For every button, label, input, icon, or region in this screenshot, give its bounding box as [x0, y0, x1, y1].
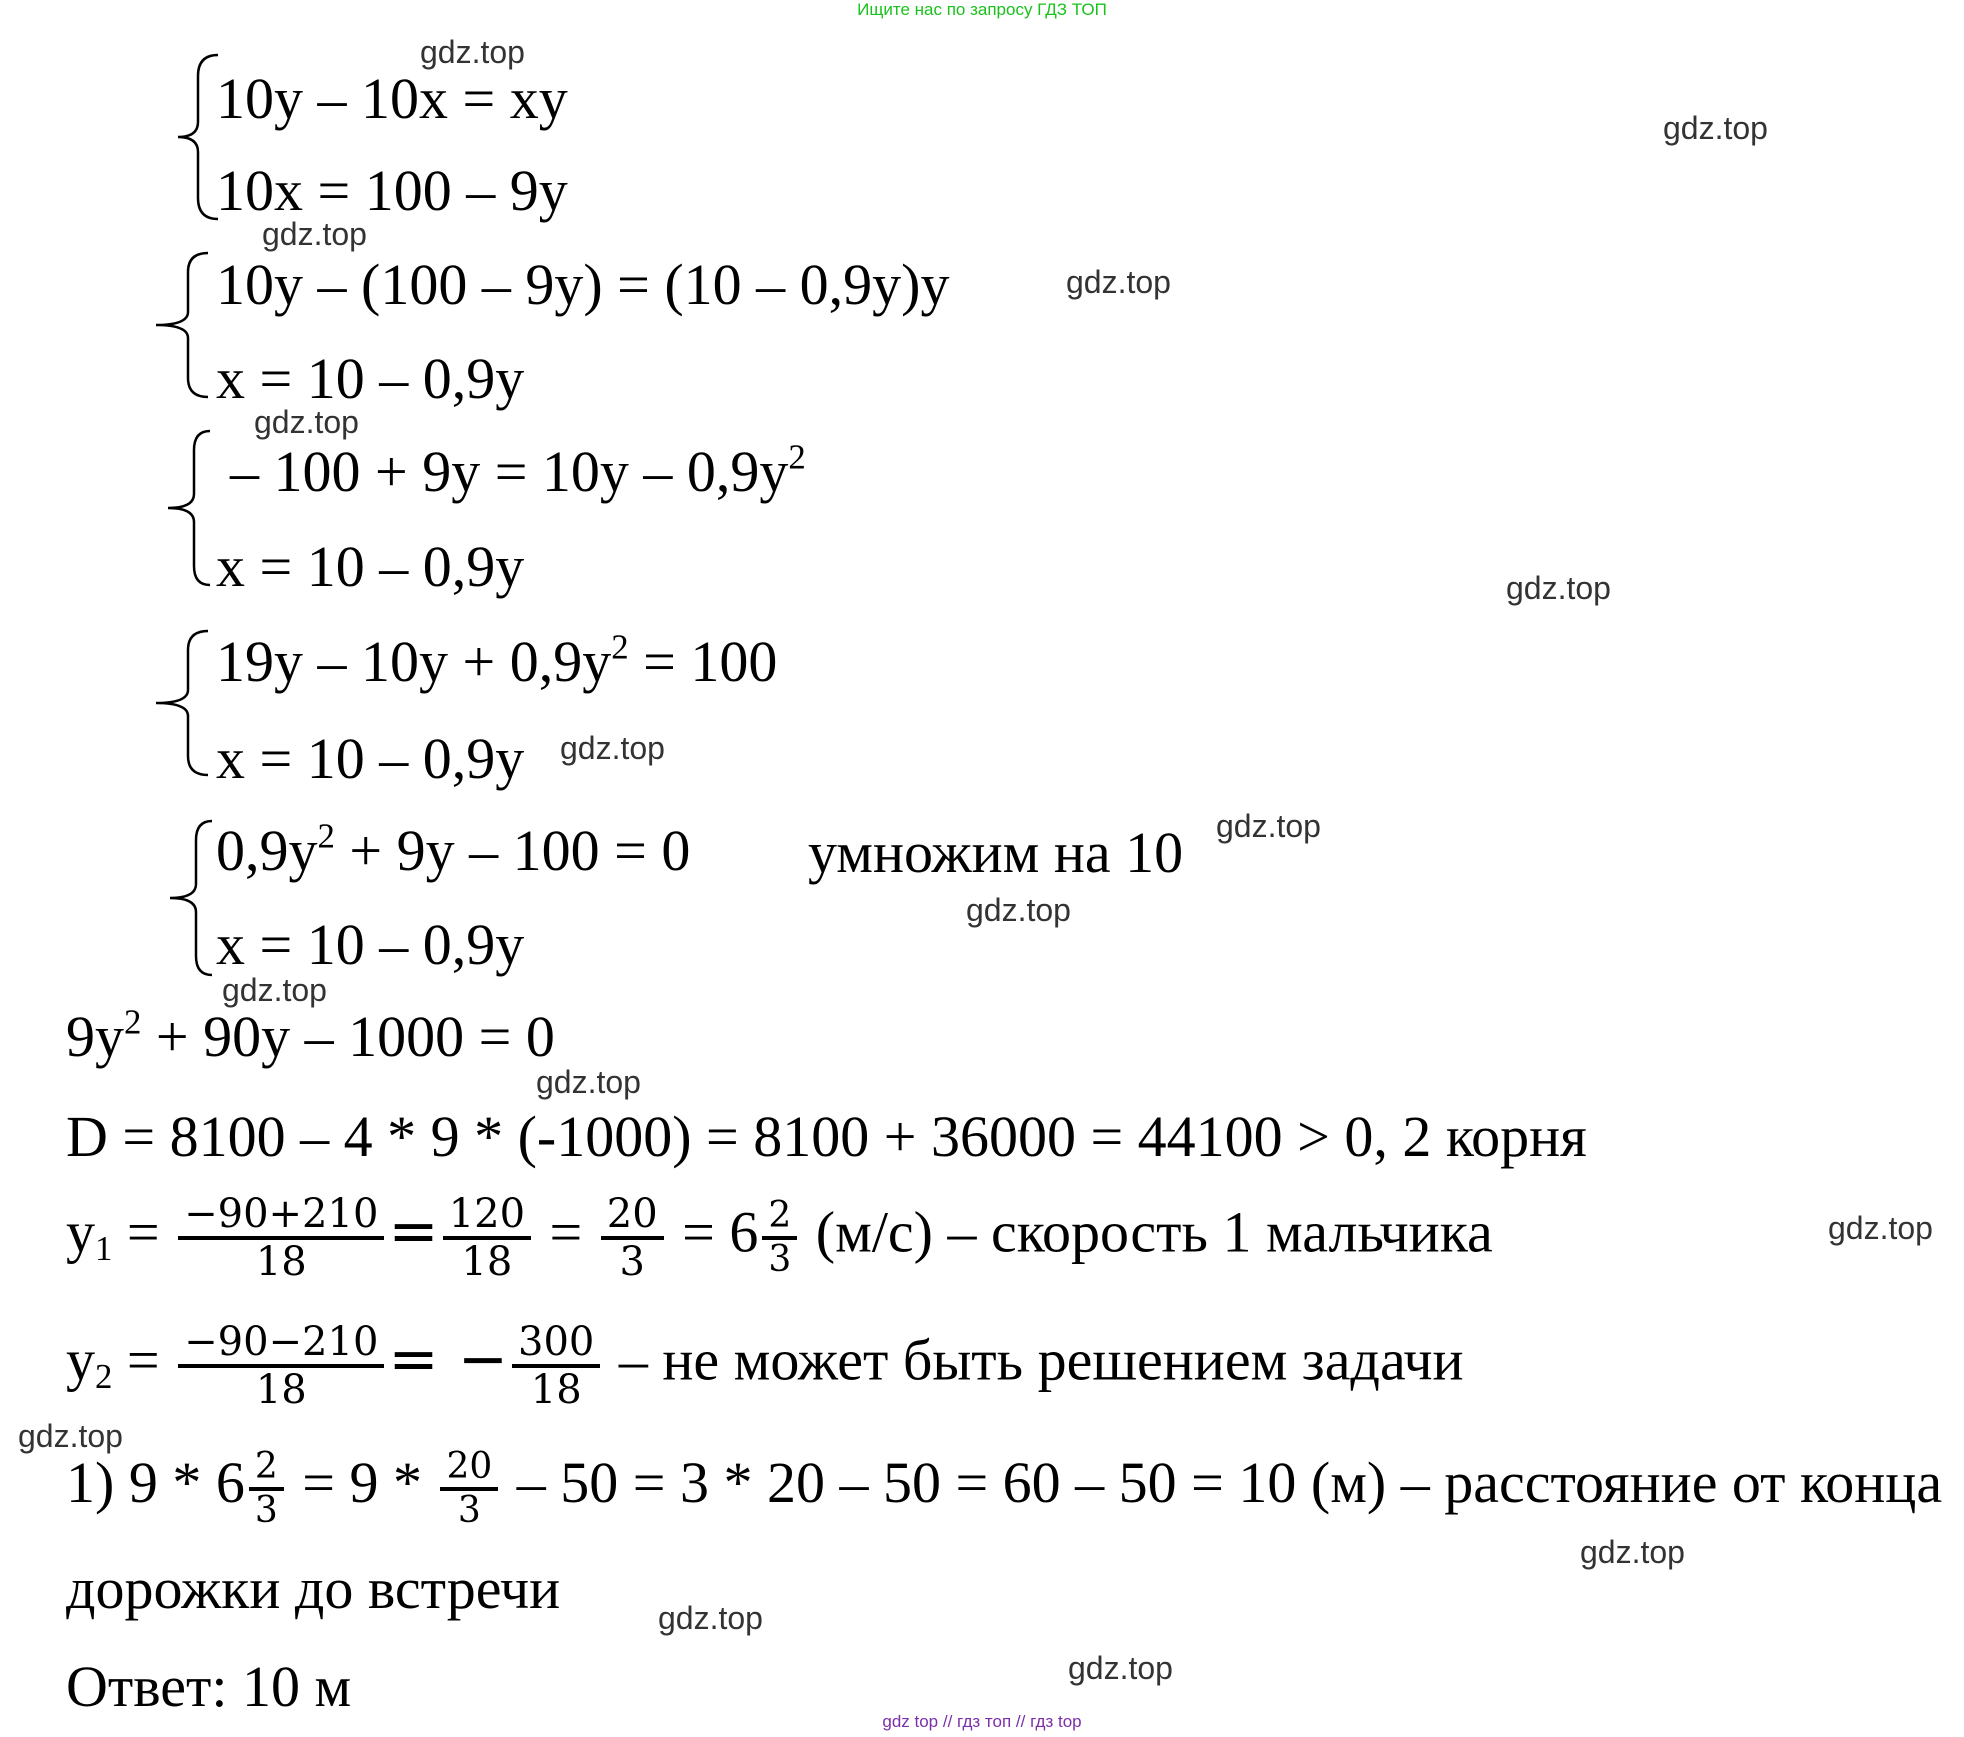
y1-fraction-1-num: −90+210: [178, 1192, 384, 1240]
y1-line: [66, 1192, 1493, 1284]
system-4-eq1: [216, 627, 778, 694]
step-1-line-2: дорожки до встречи: [66, 1556, 561, 1621]
system-2-eq2: x = 10 – 0,9y: [216, 346, 525, 411]
watermark-15: gdz.top: [658, 1600, 763, 1636]
watermark-9: gdz.top: [966, 892, 1071, 928]
y1-eq2: =: [388, 1196, 439, 1267]
watermark-13: gdz.top: [18, 1418, 123, 1454]
system-4-eq1-a: 19y – 10y + 0,9y: [216, 629, 612, 694]
y1-mixed-fraction: [762, 1196, 797, 1279]
step-1-a: 1) 9 * 6: [66, 1449, 245, 1515]
quadratic-a: 9y: [66, 1004, 124, 1069]
discriminant-line: D = 8100 – 4 * 9 * (-1000) = 8100 + 36000 = 44100 > 0, 2 корня: [66, 1104, 1587, 1169]
watermark-4: gdz.top: [1066, 264, 1171, 300]
quadratic-equation: [66, 1002, 555, 1069]
step-1-mixed-fraction: [249, 1447, 284, 1530]
system-3-eq1-base: – 100 + 9y = 10y – 0,9y: [230, 439, 789, 504]
step-1-b: = 9 *: [287, 1449, 437, 1515]
watermark-6: gdz.top: [1506, 570, 1611, 606]
brace-system-4: [152, 628, 212, 778]
footer-link-1[interactable]: gdz top: [882, 1712, 939, 1731]
y2-fraction-2-den: 18: [530, 1367, 582, 1413]
watermark-1: gdz.top: [420, 34, 525, 70]
system-5-eq2: x = 10 – 0,9y: [216, 912, 525, 977]
watermark-2: gdz.top: [1663, 110, 1768, 146]
system-3-eq1-exp: 2: [788, 437, 806, 477]
brace-system-5: [166, 818, 216, 978]
y2-eq2: = −: [388, 1324, 509, 1395]
y1-fraction-2-den: 18: [461, 1239, 513, 1285]
y2-fraction-1-den: 18: [255, 1367, 307, 1413]
step-1-fraction-num: 20: [440, 1447, 498, 1491]
y2-tail: – не может быть решением задачи: [604, 1327, 1464, 1393]
y2-fraction-2-num: 300: [512, 1320, 600, 1368]
y2-fraction-1-num: −90−210: [178, 1320, 384, 1368]
banner-text: Ищите нас по запросу ГДЗ ТОП: [857, 0, 1107, 19]
footer: [0, 1712, 1964, 1732]
system-5-eq1: [216, 816, 691, 883]
y1-sub: 1: [95, 1229, 113, 1268]
system-5-eq1-a: 0,9y: [216, 818, 318, 883]
y2-sub: 2: [95, 1357, 113, 1396]
y1-eq4: = 6: [667, 1199, 759, 1265]
system-3-eq2: x = 10 – 0,9y: [216, 534, 525, 599]
watermark-10: gdz.top: [222, 972, 327, 1008]
system-1-eq1: 10y – 10x = xy: [216, 66, 568, 131]
step-1-c: – 50 = 3 * 20 – 50 = 60 – 50 = 10 (м) – расстояние от конца: [502, 1449, 1943, 1515]
step-1-line: [66, 1447, 1942, 1530]
y1-fraction-3-num: 20: [601, 1192, 664, 1240]
y1-eq: =: [112, 1199, 175, 1265]
y1-fraction-1-den: 18: [255, 1239, 307, 1285]
watermark-11: gdz.top: [536, 1064, 641, 1100]
y1-fraction-2-num: 120: [443, 1192, 531, 1240]
watermark-5: gdz.top: [254, 404, 359, 440]
system-4-eq2: x = 10 – 0,9y: [216, 726, 525, 791]
quadratic-b: + 90y – 1000 = 0: [141, 1004, 555, 1069]
y1-fraction-3: [601, 1192, 664, 1284]
y2-fraction-1: [178, 1320, 384, 1412]
y1-eq3: =: [535, 1199, 597, 1265]
watermark-8: gdz.top: [1216, 808, 1321, 844]
y1-label: y: [66, 1199, 95, 1265]
brace-system-1: [172, 52, 222, 222]
system-4-eq1-exp: 2: [611, 627, 629, 667]
system-5-note: умножим на 10: [808, 820, 1184, 885]
quadratic-exp: 2: [124, 1002, 142, 1042]
system-2-eq1: 10y – (100 – 9y) = (10 – 0,9y)y: [216, 252, 950, 317]
footer-link-3[interactable]: гдз top: [1030, 1712, 1082, 1731]
watermark-12: gdz.top: [1828, 1210, 1933, 1246]
y1-fraction-2: [443, 1192, 531, 1284]
step-1-mixed-num: 2: [249, 1447, 284, 1491]
watermark-7: gdz.top: [560, 730, 665, 766]
y1-mixed-den: 3: [768, 1239, 792, 1280]
watermark-14: gdz.top: [1580, 1534, 1685, 1570]
footer-separator-2: //: [1011, 1712, 1031, 1731]
system-5-eq1-exp: 2: [317, 816, 335, 856]
system-4-eq1-b: = 100: [628, 629, 778, 694]
brace-system-3: [164, 428, 214, 588]
y2-eq: =: [112, 1327, 175, 1393]
step-1-mixed-den: 3: [254, 1489, 278, 1531]
watermark-3: gdz.top: [262, 216, 367, 252]
y1-mixed-num: 2: [762, 1196, 797, 1240]
brace-system-2: [152, 250, 212, 400]
y1-fraction-1: [178, 1192, 384, 1284]
top-banner: [0, 0, 1964, 20]
y1-fraction-3-den: 3: [619, 1239, 645, 1285]
y1-tail: (м/с) – скорость 1 мальчика: [801, 1199, 1493, 1265]
system-1-eq2: 10x = 100 – 9y: [216, 158, 568, 223]
footer-separator-1: //: [938, 1712, 958, 1731]
answer-line: Ответ: 10 м: [66, 1654, 352, 1719]
y2-line: [66, 1320, 1464, 1412]
y2-label: y: [66, 1327, 95, 1393]
system-5-eq1-b: + 9y – 100 = 0: [334, 818, 691, 883]
watermark-16: gdz.top: [1068, 1650, 1173, 1686]
step-1-fraction-den: 3: [457, 1489, 481, 1531]
step-1-fraction: [440, 1447, 498, 1530]
footer-link-2[interactable]: гдз топ: [957, 1712, 1012, 1731]
system-3-eq1: [230, 437, 806, 504]
y2-fraction-2: [512, 1320, 600, 1412]
